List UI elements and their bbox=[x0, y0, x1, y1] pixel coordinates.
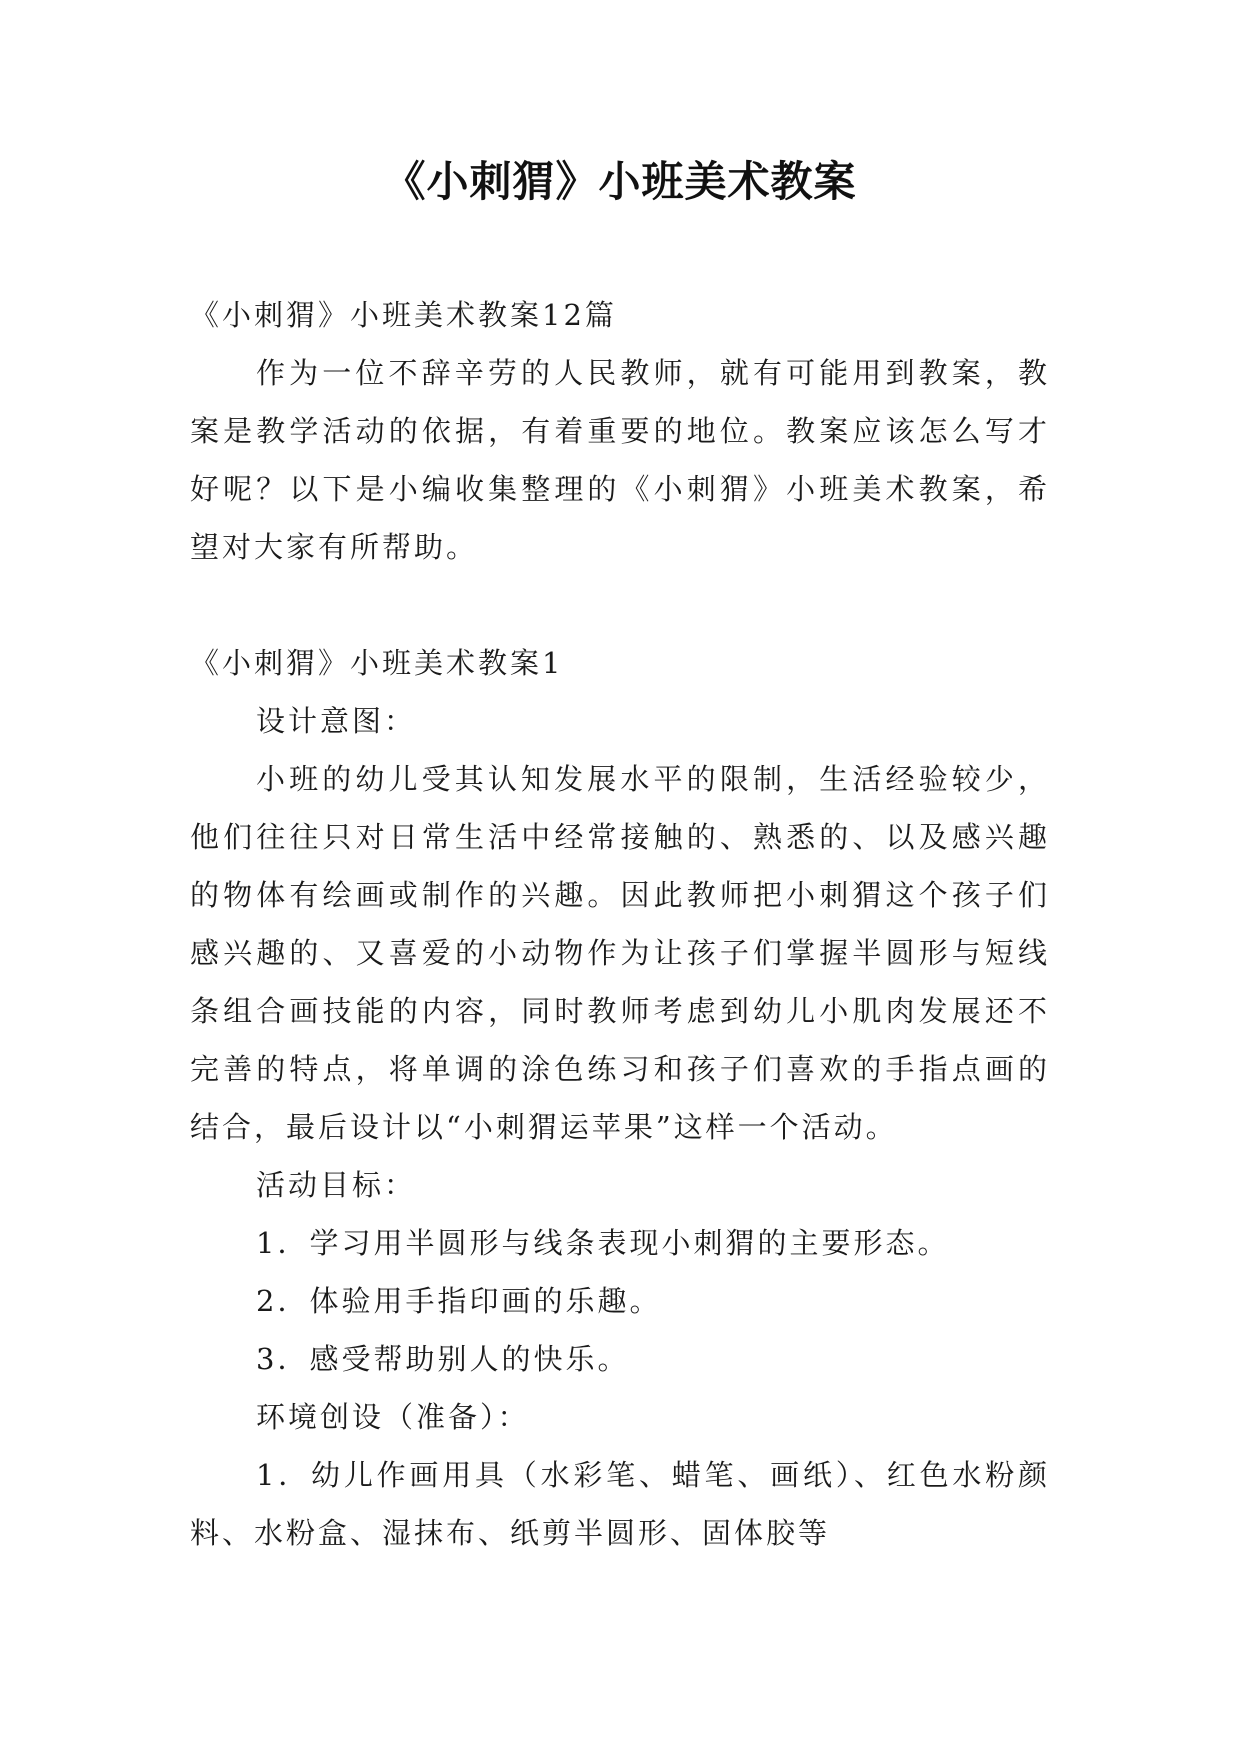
paragraph-gap bbox=[190, 576, 1050, 634]
design-intent-label: 设计意图： bbox=[256, 704, 417, 738]
section-heading: 《小刺猬》小班美术教案1 bbox=[190, 646, 564, 680]
goal-item-1: 1．学习用半圆形与线条表现小刺猬的主要形态。 bbox=[256, 1226, 950, 1260]
design-intent-paragraph: 小班的幼儿受其认知发展水平的限制，生活经验较少，他们往往只对日常生活中经常接触的、熟悉的、以及感兴趣的物体有绘画或制作的兴趣。因此教师把小刺猬这个孩子们感兴趣的、又喜爱的小动物作为让孩子们掌握半圆形与短线条组合画技能的内容，同时教师考虑到幼儿小肌肉发展还不完善的特点，将单调的涂色练习和孩子们喜欢的手指点画的结合，最后设计以“小刺猬运苹果”这样一个活动。 bbox=[190, 762, 1050, 1144]
activity-goals-label: 活动目标： bbox=[256, 1168, 417, 1202]
goal-item-2: 2．体验用手指印画的乐趣。 bbox=[256, 1284, 662, 1318]
intro-paragraph: 作为一位不辞辛劳的人民教师，就有可能用到教案，教案是教学活动的依据，有着重要的地位。教案应该怎么写才好呢？以下是小编收集整理的《小刺猬》小班美术教案，希望对大家有所帮助。 bbox=[190, 356, 1050, 564]
preparation-item-1: 1．幼儿作画用具（水彩笔、蜡笔、画纸）、红色水粉颜料、水粉盒、湿抹布、纸剪半圆形、固体胶等 bbox=[190, 1458, 1050, 1550]
preparation-label: 环境创设（准备）： bbox=[256, 1400, 530, 1434]
document-body bbox=[190, 286, 1050, 1562]
goal-item-3: 3．感受帮助别人的快乐。 bbox=[256, 1342, 630, 1376]
subtitle-paragraph: 《小刺猬》小班美术教案12篇 bbox=[190, 298, 617, 332]
document-title: 《小刺猬》小班美术教案 bbox=[383, 157, 857, 206]
